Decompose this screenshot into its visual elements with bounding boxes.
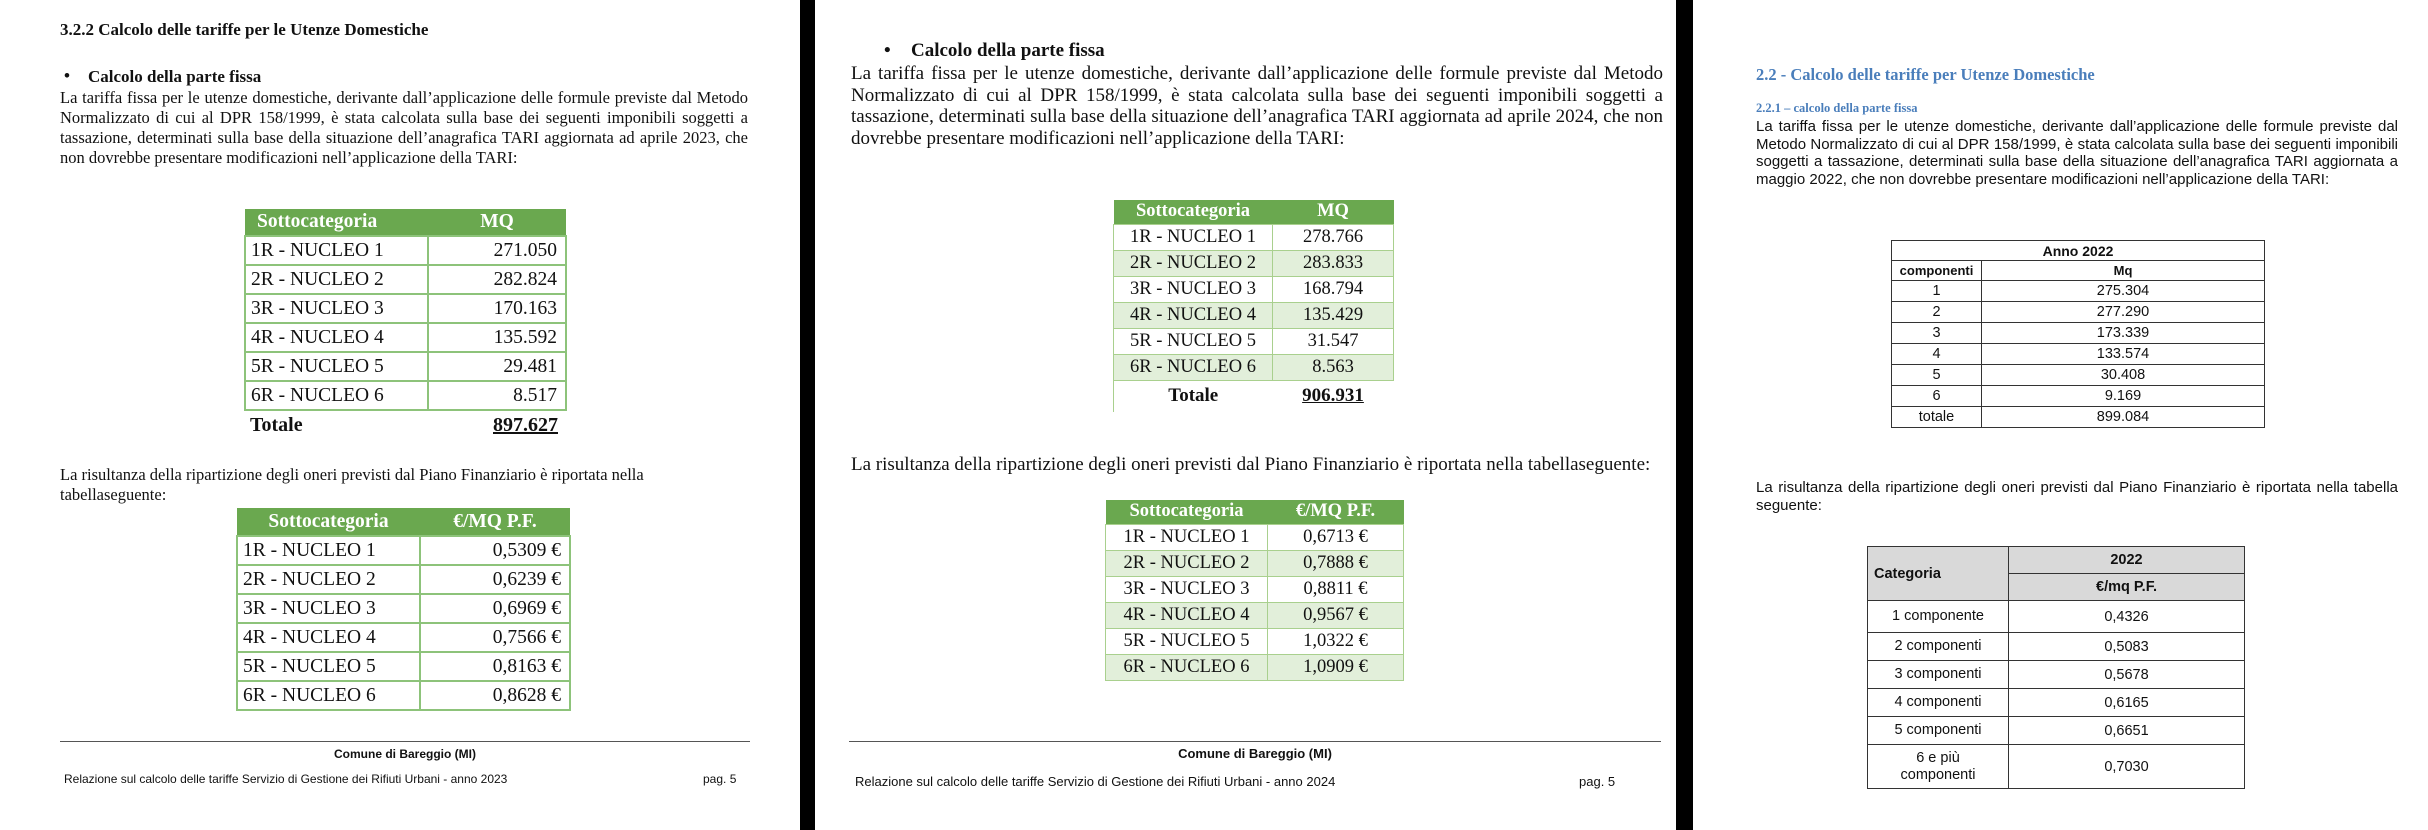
table-cell: 3R - NUCLEO 3 <box>1106 576 1268 602</box>
table-cell: 133.574 <box>1982 344 2265 365</box>
table-row <box>1114 302 1394 328</box>
table-cell: 0,5083 <box>2009 633 2245 661</box>
table-row <box>1868 689 2245 717</box>
table-cell: 1,0322 € <box>1268 628 1404 654</box>
table-row <box>1114 224 1394 250</box>
table-cell: 0,5678 <box>2009 661 2245 689</box>
table-row <box>1868 745 2245 789</box>
table-row <box>237 536 570 565</box>
column-header: Sottocategoria <box>237 508 420 536</box>
table-cell: 4R - NUCLEO 4 <box>1114 302 1273 328</box>
table-row <box>1868 633 2245 661</box>
table-cell: 283.833 <box>1273 250 1394 276</box>
body-paragraph: La tariffa fissa per le utenze domestiche, derivante dall’applicazione delle formule previste dal Metodo Normalizzato di cui al DPR 158/1999, è stata calcolata sulla base dei seguenti imponibili soggetti a tassazione, determinati sulla base della situazione dell’anagrafica TARI aggiornata a maggio 2022, che non dovrebbe presentare modificazioni nell’applicazione della TARI: <box>1756 118 2398 188</box>
body-paragraph: La tariffa fissa per le utenze domestiche, derivante dall’applicazione delle formule previste dal Metodo Normalizzato di cui al DPR 158/1999, è stata calcolata sulla base dei seguenti imponibili soggetti a tassazione, determinati sulla base della situazione dell’anagrafica TARI aggiornata ad aprile 2023, che non dovrebbe presentare modificazioni nell’applicazione della TARI: <box>60 88 748 167</box>
table-cell: 2 componenti <box>1868 633 2009 661</box>
body-paragraph: La risultanza della ripartizione degli oneri previsti dal Piano Finanziario è riportata nella tabella seguente: <box>1756 479 2398 514</box>
table-cell: 0,6239 € <box>420 565 570 594</box>
table-row <box>237 681 570 710</box>
table-cell: 2 <box>1892 302 1982 323</box>
table-cell: 3R - NUCLEO 3 <box>245 294 428 323</box>
table-row <box>1106 576 1404 602</box>
table-cell: 0,7030 <box>2009 745 2245 789</box>
table-row <box>245 323 566 352</box>
table-row <box>245 236 566 265</box>
table-cell: 5R - NUCLEO 5 <box>1106 628 1268 654</box>
pf-table <box>236 508 571 711</box>
table-cell: 135.429 <box>1273 302 1394 328</box>
section-heading: 2.2 - Calcolo delle tariffe per Utenze Domestiche <box>1756 65 2095 84</box>
table-cell: 30.408 <box>1982 365 2265 386</box>
table-row <box>1114 276 1394 302</box>
table-cell: 0,8628 € <box>420 681 570 710</box>
table-cell: 168.794 <box>1273 276 1394 302</box>
table-row <box>1892 302 2265 323</box>
document-page-2023 <box>0 0 800 830</box>
table-row <box>237 652 570 681</box>
column-header: Sottocategoria <box>245 209 428 236</box>
table-cell: 4 componenti <box>1868 689 2009 717</box>
table-cell: 0,6713 € <box>1268 524 1404 550</box>
table-row <box>1892 281 2265 302</box>
footer-divider <box>60 741 750 742</box>
table-cell: 0,6651 <box>2009 717 2245 745</box>
total-row <box>1114 380 1394 412</box>
table-cell: 3 <box>1892 323 1982 344</box>
table-row <box>245 294 566 323</box>
table-cell: 2R - NUCLEO 2 <box>237 565 420 594</box>
unit-header: €/mq P.F. <box>2009 574 2245 601</box>
total-value: 899.084 <box>1982 407 2265 428</box>
table-cell: 0,7566 € <box>420 623 570 652</box>
table-cell: 6R - NUCLEO 6 <box>245 381 428 410</box>
table-cell: 1,0909 € <box>1268 654 1404 680</box>
footer-report-title: Relazione sul calcolo delle tariffe Servizio di Gestione dei Rifiuti Urbani - anno 2023 <box>64 772 508 786</box>
pf-table <box>1105 500 1404 681</box>
footer-divider <box>849 741 1661 742</box>
page-separator <box>1676 0 1693 830</box>
table-row <box>1892 323 2265 344</box>
table-cell: 4 <box>1892 344 1982 365</box>
table-cell: 0,8811 € <box>1268 576 1404 602</box>
body-paragraph: La risultanza della ripartizione degli oneri previsti dal Piano Finanziario è riportata nella tabellaseguente: <box>851 454 1651 475</box>
table-row <box>1114 250 1394 276</box>
section-heading: 3.2.2 Calcolo delle tariffe per le Utenze Domestiche <box>60 20 429 39</box>
table-cell: 9.169 <box>1982 386 2265 407</box>
table-cell: 5R - NUCLEO 5 <box>237 652 420 681</box>
body-paragraph: La tariffa fissa per le utenze domestiche, derivante dall’applicazione delle formule previste dal Metodo Normalizzato di cui al DPR 158/1999, è stata calcolata sulla base dei seguenti imponibili soggetti a tassazione, determinati sulla base della situazione dell’anagrafica TARI aggiornata ad aprile 2024, che non dovrebbe presentare modificazioni nell’applicazione della TARI: <box>851 63 1663 149</box>
column-header: Sottocategoria <box>1106 500 1268 524</box>
table-cell: 0,6969 € <box>420 594 570 623</box>
table-cell: 0,7888 € <box>1268 550 1404 576</box>
page-separator <box>800 0 815 830</box>
table-cell: 0,8163 € <box>420 652 570 681</box>
document-page-2024 <box>815 0 1676 830</box>
table-cell: 282.824 <box>428 265 566 294</box>
table-cell: 6R - NUCLEO 6 <box>237 681 420 710</box>
table-cell: 277.290 <box>1982 302 2265 323</box>
table-cell: 3R - NUCLEO 3 <box>237 594 420 623</box>
footer-municipality: Comune di Bareggio (MI) <box>334 747 476 761</box>
table-row <box>245 352 566 381</box>
table-cell: 3 componenti <box>1868 661 2009 689</box>
table-row <box>1114 328 1394 354</box>
table-row <box>1868 661 2245 689</box>
table-cell: 1R - NUCLEO 1 <box>245 236 428 265</box>
footer-municipality: Comune di Bareggio (MI) <box>1178 746 1332 761</box>
table-cell: 29.481 <box>428 352 566 381</box>
table-row <box>1106 550 1404 576</box>
table-row <box>237 565 570 594</box>
table-row <box>1868 601 2245 633</box>
table-cell: 5R - NUCLEO 5 <box>1114 328 1273 354</box>
bullet-heading: • Calcolo della parte fissa <box>88 67 261 87</box>
mq-table <box>244 209 567 439</box>
table-cell: 8.517 <box>428 381 566 410</box>
table-cell: 4R - NUCLEO 4 <box>237 623 420 652</box>
table-cell: 1 componente <box>1868 601 2009 633</box>
mq-table <box>1891 240 2265 428</box>
table-cell: 4R - NUCLEO 4 <box>245 323 428 352</box>
table-cell: 1 <box>1892 281 1982 302</box>
table-cell: 3R - NUCLEO 3 <box>1114 276 1273 302</box>
column-header: Mq <box>1982 261 2265 281</box>
table-cell: 1R - NUCLEO 1 <box>1114 224 1273 250</box>
column-header: Sottocategoria <box>1114 200 1273 224</box>
column-header: MQ <box>1273 200 1394 224</box>
footer-page-number: pag. 5 <box>1579 774 1616 789</box>
table-cell: 5R - NUCLEO 5 <box>245 352 428 381</box>
table-cell: 6 <box>1892 386 1982 407</box>
table-row <box>1892 344 2265 365</box>
footer-page-number: pag. 5 <box>703 772 737 786</box>
body-paragraph: La risultanza della ripartizione degli oneri previsti dal Piano Finanziario è riportata nella tabellaseguente: <box>60 465 644 504</box>
total-value: 897.627 <box>428 410 566 439</box>
table-cell: 8.563 <box>1273 354 1394 380</box>
table-row <box>1106 628 1404 654</box>
table-cell: 278.766 <box>1273 224 1394 250</box>
pf-table <box>1867 546 2245 789</box>
table-cell: 275.304 <box>1982 281 2265 302</box>
total-value: 906.931 <box>1273 380 1394 412</box>
table-cell: 5 <box>1892 365 1982 386</box>
table-cell: 2R - NUCLEO 2 <box>245 265 428 294</box>
table-cell: 6 e più componenti <box>1868 745 2009 789</box>
column-header: €/MQ P.F. <box>420 508 570 536</box>
table-row <box>1106 602 1404 628</box>
year-header: 2022 <box>2009 547 2245 574</box>
table-row <box>237 623 570 652</box>
document-page-2022 <box>1693 0 2428 830</box>
table-cell: 170.163 <box>428 294 566 323</box>
table-cell: 173.339 <box>1982 323 2265 344</box>
table-cell: 4R - NUCLEO 4 <box>1106 602 1268 628</box>
mq-table <box>1113 200 1394 412</box>
table-cell: 6R - NUCLEO 6 <box>1114 354 1273 380</box>
bullet-heading: • Calcolo della parte fissa <box>911 40 1105 62</box>
total-label: Totale <box>1114 380 1273 412</box>
table-cell: 2R - NUCLEO 2 <box>1114 250 1273 276</box>
table-row <box>1106 654 1404 680</box>
total-label: totale <box>1892 407 1982 428</box>
table-row <box>245 265 566 294</box>
table-cell: 271.050 <box>428 236 566 265</box>
table-row <box>245 381 566 410</box>
table-cell: 1R - NUCLEO 1 <box>1106 524 1268 550</box>
table-cell: 1R - NUCLEO 1 <box>237 536 420 565</box>
table-row <box>237 594 570 623</box>
column-header: MQ <box>428 209 566 236</box>
table-cell: 0,6165 <box>2009 689 2245 717</box>
table-cell: 31.547 <box>1273 328 1394 354</box>
table-row <box>1868 717 2245 745</box>
table-cell: 2R - NUCLEO 2 <box>1106 550 1268 576</box>
table-cell: 5 componenti <box>1868 717 2009 745</box>
table-cell: 135.592 <box>428 323 566 352</box>
category-header: Categoria <box>1868 547 2009 601</box>
table-row <box>1892 386 2265 407</box>
subsection-heading: 2.2.1 – calcolo della parte fissa <box>1756 101 1918 115</box>
column-header: €/MQ P.F. <box>1268 500 1404 524</box>
table-cell: 0,9567 € <box>1268 602 1404 628</box>
table-cell: 0,5309 € <box>420 536 570 565</box>
table-cell: 0,4326 <box>2009 601 2245 633</box>
table-cell: 6R - NUCLEO 6 <box>1106 654 1268 680</box>
total-row <box>245 410 566 439</box>
column-header: componenti <box>1892 261 1982 281</box>
table-row <box>1114 354 1394 380</box>
year-header: Anno 2022 <box>1892 241 2265 261</box>
table-row <box>1892 365 2265 386</box>
total-row <box>1892 407 2265 428</box>
total-label: Totale <box>245 410 428 439</box>
footer-report-title: Relazione sul calcolo delle tariffe Servizio di Gestione dei Rifiuti Urbani - anno 2024 <box>855 774 1336 789</box>
table-row <box>1106 524 1404 550</box>
